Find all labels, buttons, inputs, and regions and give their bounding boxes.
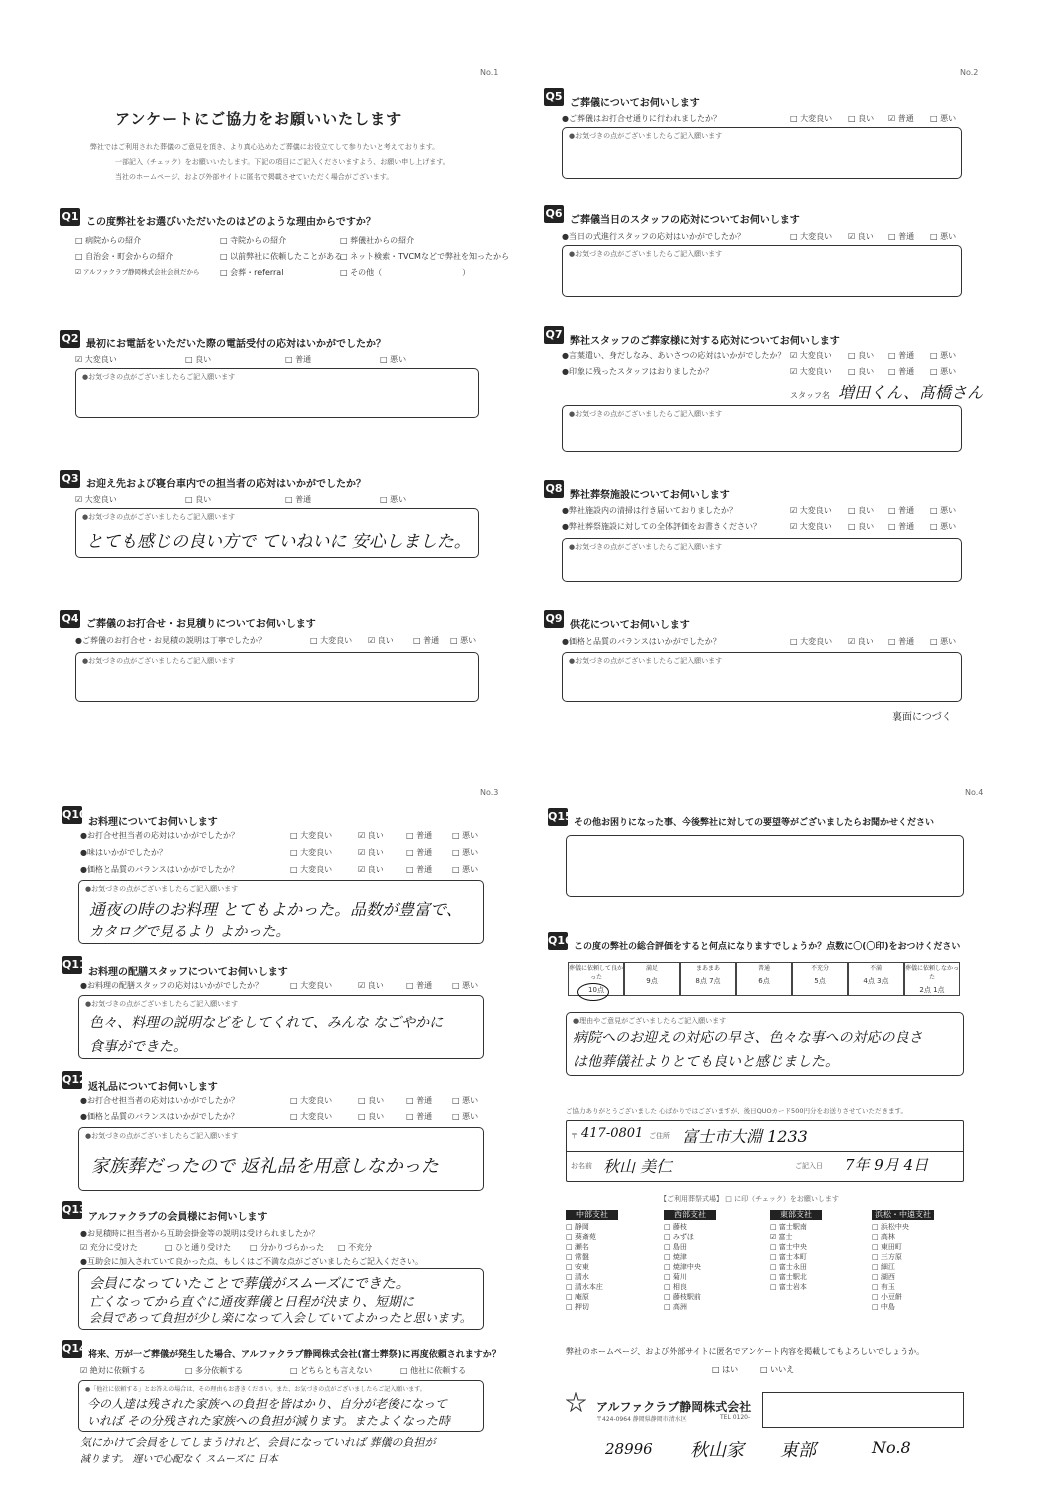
q13-subquestion-1: ●お見積時に担当者から互助会掛金等の説明は受けられましたか？ xyxy=(80,1229,319,1238)
company-name: アルファクラブ静岡株式会社 xyxy=(596,1400,752,1414)
venue[interactable]: □ 富士駅北 xyxy=(770,1273,807,1281)
q8-subquestion-1: ●弊社施設内の清掃は行き届いておりましたか？ xyxy=(562,506,737,515)
score-points: 4点 3点 xyxy=(863,977,889,985)
q4-opt[interactable]: □ 悪い xyxy=(450,636,477,645)
q7-opt[interactable]: □ 普通 xyxy=(888,367,915,376)
q12-opt[interactable]: □ 良い xyxy=(358,1096,385,1105)
footer-number: 28996 xyxy=(605,1440,653,1458)
q1-opt[interactable]: □ 葬儀社からの紹介 xyxy=(340,236,415,245)
q10-opt[interactable]: □ 大変良い xyxy=(290,865,333,874)
q11-opt[interactable]: ☑ 良い xyxy=(358,981,384,990)
q3-title: お迎え先および寝台車内での担当者の応対はいかがでしたか？ xyxy=(86,479,366,490)
score-header: 葬儀に依頼して良かった xyxy=(569,965,624,981)
q8-subquestion-2: ●弊社葬祭施設に対しての全体評価をお書きください？ xyxy=(562,522,761,531)
q12-handwritten-comment: 家族葬だったので 返礼品を用意しなかった xyxy=(91,1156,439,1177)
q8-badge: Q8 xyxy=(544,480,564,498)
q6-opt[interactable]: □ 大変良い xyxy=(790,232,833,241)
q12-comment-box[interactable] xyxy=(78,1127,484,1191)
q10-handwritten-line-1: 通夜の時のお料理 とてもよかった。品数が豊富で、 xyxy=(89,900,462,919)
q5-opt[interactable]: ☑ 普通 xyxy=(888,114,914,123)
q2-badge: Q2 xyxy=(60,330,80,348)
zip-value[interactable]: 417-0801 xyxy=(581,1126,644,1141)
q13-badge: Q13 xyxy=(62,1201,82,1219)
intro-line-3: 当社のホームページ、および外部サイトに匿名で掲載させていただく場合がございます。 xyxy=(115,173,394,181)
venue[interactable]: □ 高林 xyxy=(872,1233,895,1241)
q14-handwritten-line-4: 減ります。 遅いで心配なく スムーズに 日本 xyxy=(80,1454,278,1465)
venue[interactable]: □ 東田町 xyxy=(872,1243,902,1251)
venue[interactable]: □ 島田 xyxy=(664,1243,687,1251)
q1-badge: Q1 xyxy=(60,208,80,226)
q7-opt[interactable]: □ 悪い xyxy=(930,367,957,376)
q5-title: ご葬儀についてお伺いします xyxy=(570,98,700,109)
score-circle-mark xyxy=(577,983,609,1001)
q10-opt[interactable]: □ 大変良い xyxy=(290,831,333,840)
score-points: 10点 xyxy=(588,986,604,994)
q2-title: 最初にお電話をいただいた際の電話受付の応対はいかがでしたか？ xyxy=(86,339,386,350)
venue[interactable]: □ 瀬名 xyxy=(566,1243,589,1251)
q9-comment-box[interactable] xyxy=(562,652,962,702)
q7-badge: Q7 xyxy=(544,326,564,344)
q12-opt[interactable]: □ 良い xyxy=(358,1112,385,1121)
q7-opt[interactable]: □ 良い xyxy=(848,351,875,360)
q4-comment-label: ●お気づきの点がございましたらご記入願います xyxy=(82,657,236,665)
q12-opt[interactable]: □ 悪い xyxy=(452,1096,479,1105)
venue[interactable]: □ 藤枝駅前 xyxy=(664,1293,701,1301)
branch-chubu xyxy=(566,1210,618,1312)
page-number: No.2 xyxy=(960,68,979,77)
q1-opt[interactable]: □ 以前弊社に依頼したことがある xyxy=(220,252,343,261)
q11-subquestion: ●お料理の配膳スタッフの応対はいかがでしたか？ xyxy=(80,981,263,990)
q5-opt[interactable]: □ 悪い xyxy=(930,114,957,123)
q7-opt[interactable]: □ 良い xyxy=(848,367,875,376)
q9-subquestion: ●価格と品質のバランスはいかがでしたか？ xyxy=(562,637,721,646)
q12-subquestion-2: ●価格と品質のバランスはいかがでしたか？ xyxy=(80,1112,239,1121)
q10-opt[interactable]: □ 普通 xyxy=(406,848,433,857)
page-number: No.3 xyxy=(480,788,499,797)
venue[interactable]: □ 清水 xyxy=(566,1273,589,1281)
q7-comment-label: ●お気づきの点がございましたらご記入願います xyxy=(569,410,723,418)
address-form xyxy=(566,1120,964,1182)
score-points: 8点 7点 xyxy=(695,977,721,985)
venue[interactable]: □ 藤枝 xyxy=(664,1223,687,1231)
survey-title: アンケートにご協力をお願いいたします xyxy=(115,110,403,128)
q11-opt[interactable]: □ 普通 xyxy=(406,981,433,990)
venue[interactable]: □ 常盤 xyxy=(566,1253,589,1261)
q7-subquestion-1: ●言葉遣い、身だしなみ、あいさつの応対はいかがでしたか？ xyxy=(562,351,786,360)
q4-comment-box[interactable] xyxy=(75,652,479,702)
zip-label: 〒 xyxy=(571,1132,578,1140)
q13-comment-box[interactable] xyxy=(78,1268,484,1330)
q1-opt[interactable]: □ 病院からの紹介 xyxy=(75,236,142,245)
score-points: 6点 xyxy=(758,977,770,985)
q15-badge: Q15 xyxy=(548,808,568,826)
address-value[interactable]: 富士市大淵 1233 xyxy=(682,1127,808,1146)
q2-opt[interactable]: ☑ 大変良い xyxy=(75,355,117,364)
page-number: No.4 xyxy=(965,788,984,797)
venue[interactable]: □ 菊川 xyxy=(664,1273,687,1281)
q12-opt[interactable]: □ 普通 xyxy=(406,1096,433,1105)
q13-opt[interactable]: ☑ 充分に受けた xyxy=(80,1243,138,1252)
q10-opt[interactable]: □ 大変良い xyxy=(290,848,333,857)
q6-badge: Q6 xyxy=(544,205,564,223)
continue-overleaf: 裏面につづく xyxy=(892,712,952,723)
venue[interactable]: □ 中島 xyxy=(872,1303,895,1311)
q14-opt[interactable]: □ 多分依頼する xyxy=(185,1366,244,1375)
venue[interactable]: □ 富士岩本 xyxy=(770,1283,807,1291)
venue[interactable]: □ 浜松中央 xyxy=(872,1223,909,1231)
q4-subquestion: ●ご葬儀のお打合せ・お見積の説明は丁寧でしたか？ xyxy=(75,636,266,645)
branch-heading: 東部支社 xyxy=(770,1210,822,1220)
q8-opt[interactable]: □ 悪い xyxy=(930,506,957,515)
q10-opt[interactable]: ☑ 良い xyxy=(358,865,384,874)
q6-opt[interactable]: □ 悪い xyxy=(930,232,957,241)
q2-comment-label: ●お気づきの点がございましたらご記入願います xyxy=(82,373,236,381)
q16-handwritten-line-2: は他葬儀社よりとても良いと感じました。 xyxy=(573,1054,839,1070)
consent-no[interactable]: □ いいえ xyxy=(760,1365,795,1374)
q4-title: ご葬儀のお打合せ・お見積りについてお伺いします xyxy=(86,619,316,630)
q14-handwritten-line-3: 気にかけて会員をしてしまうけれど、会員になっていれば 葬儀の負担が xyxy=(80,1436,436,1449)
q11-handwritten-line-2: 食事ができた。 xyxy=(89,1039,187,1055)
q3-opt[interactable]: ☑ 大変良い xyxy=(75,495,117,504)
q10-opt[interactable]: □ 普通 xyxy=(406,831,433,840)
q8-opt[interactable]: □ 悪い xyxy=(930,522,957,531)
q16-handwritten-line-1: 病院へのお迎えの対応の早さ、色々な事への対応の良さ xyxy=(573,1030,923,1046)
q14-opt[interactable]: □ どちらとも言えない xyxy=(290,1366,373,1375)
q10-opt[interactable]: □ 悪い xyxy=(452,865,479,874)
q2-comment-box[interactable] xyxy=(75,368,479,418)
q14-handwritten-line-2: いれば その分残された家族への負担が減ります。またよくなった時 xyxy=(87,1414,450,1428)
q10-subquestion-1: ●お打合せ担当者の応対はいかがでしたか？ xyxy=(80,831,239,840)
footer-region: 東部 xyxy=(780,1440,816,1461)
q11-opt[interactable]: □ 悪い xyxy=(452,981,479,990)
q12-opt[interactable]: □ 大変良い xyxy=(290,1096,333,1105)
q1-title: この度弊社をお選びいただいたのはどのような理由からですか？ xyxy=(86,217,376,228)
q10-badge: Q10 xyxy=(62,806,82,824)
score-option[interactable] xyxy=(624,962,680,996)
q3-comment-box[interactable] xyxy=(75,508,479,558)
branch-heading: 浜松・中遠支社 xyxy=(872,1210,934,1220)
q1-opt[interactable]: □ 寺院からの紹介 xyxy=(220,236,287,245)
q13-opt[interactable]: □ ひと通り受けた xyxy=(165,1243,232,1252)
q5-badge: Q5 xyxy=(544,88,564,106)
q14-badge: Q14 xyxy=(62,1340,82,1358)
branch-heading: 西部支社 xyxy=(664,1210,716,1220)
q8-comment-box[interactable] xyxy=(562,538,962,582)
venue[interactable]: □ 葵斎苑 xyxy=(566,1233,596,1241)
address-label: ご住所 xyxy=(649,1132,670,1140)
venue[interactable]: □ 富士永田 xyxy=(770,1263,807,1271)
q13-handwritten-line-1: 会員になっていたことで葬儀がスムーズにできた。 xyxy=(89,1276,410,1292)
q6-comment-box[interactable] xyxy=(562,245,962,297)
q1-opt[interactable]: □ その他（ ） xyxy=(340,268,471,277)
q13-subquestion-2: ●互助会に加入されていて良かった点、もしくはご不満な点がございましたらご記入ください。 xyxy=(80,1257,423,1266)
q12-opt[interactable]: □ 普通 xyxy=(406,1112,433,1121)
q10-subquestion-3: ●価格と品質のバランスはいかがでしたか？ xyxy=(80,865,239,874)
privacy-notice-box xyxy=(762,1392,964,1428)
q2-opt[interactable]: □ 悪い xyxy=(380,355,407,364)
q10-opt[interactable]: ☑ 良い xyxy=(358,831,384,840)
company-tel: TEL 0120- xyxy=(720,1414,751,1421)
q5-opt[interactable]: □ 良い xyxy=(848,114,875,123)
q11-badge: Q11 xyxy=(62,956,82,974)
q15-comment-box[interactable] xyxy=(566,835,964,897)
q9-opt[interactable]: □ 大変良い xyxy=(790,637,833,646)
score-header: 不充分 xyxy=(810,965,829,972)
venue[interactable]: □ 清水本庄 xyxy=(566,1283,603,1291)
score-option[interactable] xyxy=(792,962,848,996)
q6-comment-label: ●お気づきの点がございましたらご記入願います xyxy=(569,250,723,258)
q3-comment-label: ●お気づきの点がございましたらご記入願います xyxy=(82,513,236,521)
publish-consent-question: 弊社のホームページ、および外部サイトに匿名でアンケート内容を掲載してもよろしいでしょうか。 xyxy=(566,1347,925,1356)
q5-opt[interactable]: □ 大変良い xyxy=(790,114,833,123)
venue[interactable]: □ 焼津中央 xyxy=(664,1263,701,1271)
page-number: No.1 xyxy=(480,68,499,77)
venue[interactable]: □ 細江 xyxy=(872,1263,895,1271)
q9-title: 供花についてお伺いします xyxy=(570,620,690,631)
q11-comment-label: ●お気づきの点がございましたらご記入願います xyxy=(85,1000,239,1008)
form-divider xyxy=(567,1151,963,1152)
score-option[interactable] xyxy=(736,962,792,996)
q4-opt[interactable]: □ 普通 xyxy=(413,636,440,645)
q8-opt[interactable]: ☑ 大変良い xyxy=(790,522,832,531)
q9-opt[interactable]: ☑ 良い xyxy=(848,637,874,646)
q9-badge: Q9 xyxy=(544,610,564,628)
q14-opt[interactable]: □ 他社に依頼する xyxy=(400,1366,467,1375)
q3-opt[interactable]: □ 悪い xyxy=(380,495,407,504)
score-header: 満足 xyxy=(645,965,658,972)
q4-badge: Q4 xyxy=(60,610,80,628)
venue[interactable]: □ 焼津 xyxy=(664,1253,687,1261)
q11-handwritten-line-1: 色々、料理の説明などをしてくれて、みんな なごやかに xyxy=(89,1015,444,1031)
q8-opt[interactable]: □ 普通 xyxy=(888,506,915,515)
q10-title: お料理についてお伺いします xyxy=(88,817,218,828)
q9-opt[interactable]: □ 悪い xyxy=(930,637,957,646)
branch-heading: 中部支社 xyxy=(566,1210,618,1220)
q12-subquestion-1: ●お打合せ担当者の応対はいかがでしたか？ xyxy=(80,1096,239,1105)
score-header: まあまあ xyxy=(695,965,720,972)
q10-comment-label: ●お気づきの点がございましたらご記入願います xyxy=(85,885,239,893)
q5-subquestion: ●ご葬儀はお打合せ通りに行われましたか？ xyxy=(562,114,721,123)
q14-comment-label: ●「他社に依頼する」とお答えの場合は、その理由もお書きください。また、お気づきの点がございましたらご記入願います。 xyxy=(85,1386,426,1393)
name-value[interactable]: 秋山 美仁 xyxy=(603,1157,673,1176)
venue[interactable]: □ 富士本町 xyxy=(770,1253,807,1261)
q6-opt[interactable]: ☑ 良い xyxy=(848,232,874,241)
q10-opt[interactable]: □ 悪い xyxy=(452,831,479,840)
q14-title: 将来、万が一ご葬儀が発生した場合、アルファクラブ静岡株式会社(富士葬祭)に再度依頼されますか？ xyxy=(88,1350,501,1360)
q16-badge: Q16 xyxy=(548,932,568,950)
q1-opt[interactable]: □ 会葬・referral xyxy=(220,268,284,277)
q3-opt[interactable]: □ 普通 xyxy=(285,495,312,504)
venue[interactable]: □ 高洲 xyxy=(664,1303,687,1311)
q6-title: ご葬儀当日のスタッフの応対についてお伺いします xyxy=(570,215,800,226)
q16-comment-label: ●理由やご意見がございましたらご記入願います xyxy=(573,1017,727,1025)
q13-handwritten-line-2: 亡くなってから直ぐに通夜葬儀と日程が決まり、短期に xyxy=(89,1295,415,1310)
footer-family: 秋山家 xyxy=(690,1440,744,1461)
q11-comment-box[interactable] xyxy=(78,995,484,1059)
q12-opt[interactable]: □ 大変良い xyxy=(290,1112,333,1121)
venue[interactable]: □ 押切 xyxy=(566,1303,589,1311)
venue[interactable]: □ 安東 xyxy=(566,1263,589,1271)
q3-opt[interactable]: □ 良い xyxy=(185,495,212,504)
q8-opt[interactable]: □ 良い xyxy=(848,522,875,531)
q8-title: 弊社葬祭施設についてお伺いします xyxy=(570,490,730,501)
q7-staff-label: スタッフ名 xyxy=(790,391,830,400)
q13-opt[interactable]: □ 分かりづらかった xyxy=(250,1243,325,1252)
q2-opt[interactable]: □ 良い xyxy=(185,355,212,364)
venue[interactable]: □ 静岡 xyxy=(566,1223,589,1231)
q1-opt[interactable]: ☑ アルファクラブ静岡株式会社会員だから xyxy=(75,268,200,276)
q12-comment-label: ●お気づきの点がございましたらご記入願います xyxy=(85,1132,239,1140)
q14-opt[interactable]: ☑ 絶対に依頼する xyxy=(80,1366,146,1375)
q10-opt[interactable]: ☑ 良い xyxy=(358,848,384,857)
q12-opt[interactable]: □ 悪い xyxy=(452,1112,479,1121)
score-option[interactable] xyxy=(680,962,736,996)
q11-title: お料理の配膳スタッフについてお伺いします xyxy=(88,967,288,978)
q5-comment-box[interactable] xyxy=(562,127,962,179)
q13-opt[interactable]: □ 不充分 xyxy=(338,1243,373,1252)
q13-title: アルファクラブの会員様にお伺いします xyxy=(88,1212,268,1223)
q7-opt[interactable]: ☑ 大変良い xyxy=(790,367,832,376)
thanks-note: ご協力ありがとうございました 心ばかりではございますが、後日QUOカード500円分をお送りさせていただきます。 xyxy=(566,1107,907,1115)
company-logo-icon xyxy=(566,1392,586,1412)
q13-handwritten-line-3: 会員であって負担が少し楽になって入会していてよかったと思います。 xyxy=(89,1311,472,1325)
branch-tobu xyxy=(770,1210,822,1292)
q8-opt[interactable]: ☑ 大変良い xyxy=(790,506,832,515)
venue[interactable]: ☑ 富士 xyxy=(770,1233,793,1241)
q10-comment-box[interactable] xyxy=(78,880,484,944)
venue[interactable]: □ 庵原 xyxy=(566,1293,589,1301)
consent-yes[interactable]: □ はい xyxy=(712,1365,739,1374)
q15-title: その他お困りになった事、今後弊社に対しての要望等がございましたらお聞かせください xyxy=(574,818,935,828)
score-points: 5点 xyxy=(814,977,826,985)
q1-opt[interactable]: □ ネット検索・TVCMなどで弊社を知ったから xyxy=(340,252,509,261)
q16-comment-box[interactable] xyxy=(566,1012,964,1076)
score-header: 普通 xyxy=(757,965,770,972)
branch-hamamatsu xyxy=(872,1210,934,1312)
branch-seibu xyxy=(664,1210,716,1312)
score-option[interactable] xyxy=(848,962,904,996)
intro-line-1: 弊社ではご利用された葬儀のご意見を頂き、より真心込めたご葬儀にお役立てして参りたいと考えております。 xyxy=(90,143,440,151)
q6-opt[interactable]: □ 普通 xyxy=(888,232,915,241)
q9-comment-label: ●お気づきの点がございましたらご記入願います xyxy=(569,657,723,665)
q8-comment-label: ●お気づきの点がございましたらご記入願います xyxy=(569,543,723,551)
q2-opt[interactable]: □ 普通 xyxy=(285,355,312,364)
q10-handwritten-line-2: カタログで見るより よかった。 xyxy=(89,924,290,940)
name-label: お名前 xyxy=(571,1162,592,1170)
venue[interactable]: □ 三方原 xyxy=(872,1253,902,1261)
q11-opt[interactable]: □ 大変良い xyxy=(290,981,333,990)
q10-opt[interactable]: □ 普通 xyxy=(406,865,433,874)
q8-opt[interactable]: □ 普通 xyxy=(888,522,915,531)
q7-title: 弊社スタッフのご葬家様に対する応対についてお伺いします xyxy=(570,336,840,347)
venue[interactable]: □ 有玉 xyxy=(872,1283,895,1291)
footer-sheet-number: No.8 xyxy=(872,1438,911,1457)
q16-score-scale xyxy=(568,962,960,996)
q9-opt[interactable]: □ 普通 xyxy=(888,637,915,646)
q7-opt[interactable]: □ 悪い xyxy=(930,351,957,360)
score-points: 9点 xyxy=(646,977,658,985)
q12-badge: Q12 xyxy=(62,1071,82,1089)
venue[interactable]: □ みずほ xyxy=(664,1233,694,1241)
score-header: 葬儀に依頼しなかった xyxy=(905,965,960,981)
date-label: ご記入日 xyxy=(795,1162,823,1170)
q7-subquestion-2: ●印象に残ったスタッフはおりましたか？ xyxy=(562,367,713,376)
score-option[interactable] xyxy=(904,962,960,996)
q6-subquestion: ●当日の式進行スタッフの応対はいかがでしたか？ xyxy=(562,232,745,241)
score-header: 不満 xyxy=(869,965,882,972)
branches-title: 【ご利用葬祭式場】 □ に印（チェック）をお願いします xyxy=(660,1195,839,1203)
q14-comment-box[interactable] xyxy=(78,1380,484,1432)
q4-opt[interactable]: ☑ 良い xyxy=(368,636,394,645)
q3-badge: Q3 xyxy=(60,470,80,488)
intro-line-2: 一部記入（チェック）をお願いいたします。下記の項目にご記入くださいますよう、お願い申し上げます。 xyxy=(115,158,450,166)
q12-title: 返礼品についてお伺いします xyxy=(88,1082,218,1093)
venue[interactable]: □ 富士駅南 xyxy=(770,1223,807,1231)
q7-staff-handwritten: 増田くん、髙橋さん xyxy=(838,383,983,402)
q16-title: この度の弊社の総合評価をすると何点になりますでしょうか？点数に〇(〇印)をおつけください xyxy=(574,942,961,952)
q5-comment-label: ●お気づきの点がございましたらご記入願います xyxy=(569,132,723,140)
q4-opt[interactable]: □ 大変良い xyxy=(310,636,353,645)
q14-handwritten-line-1: 今の人達は残された家族への負担を皆はかり、自分が老後になって xyxy=(87,1397,448,1411)
venue[interactable]: □ 小豆餅 xyxy=(872,1293,902,1301)
q7-comment-box[interactable] xyxy=(562,405,962,452)
q10-opt[interactable]: □ 悪い xyxy=(452,848,479,857)
date-value[interactable]: 7年 9月 4日 xyxy=(845,1156,929,1174)
q1-opt[interactable]: □ 自治会・町会からの紹介 xyxy=(75,252,174,261)
q7-opt[interactable]: ☑ 大変良い xyxy=(790,351,832,360)
q10-subquestion-2: ●味はいかがでしたか？ xyxy=(80,848,167,857)
score-points: 2点 1点 xyxy=(919,986,945,994)
venue[interactable]: □ 富士中央 xyxy=(770,1243,807,1251)
q7-opt[interactable]: □ 普通 xyxy=(888,351,915,360)
venue[interactable]: □ 相良 xyxy=(664,1283,687,1291)
q8-opt[interactable]: □ 良い xyxy=(848,506,875,515)
venue[interactable]: □ 湖西 xyxy=(872,1273,895,1281)
company-address: 〒424-0964 静岡県静岡市清水区 xyxy=(596,1416,687,1423)
q3-handwritten-comment: とても感じの良い方で ていねいに 安心しました。 xyxy=(86,532,471,552)
